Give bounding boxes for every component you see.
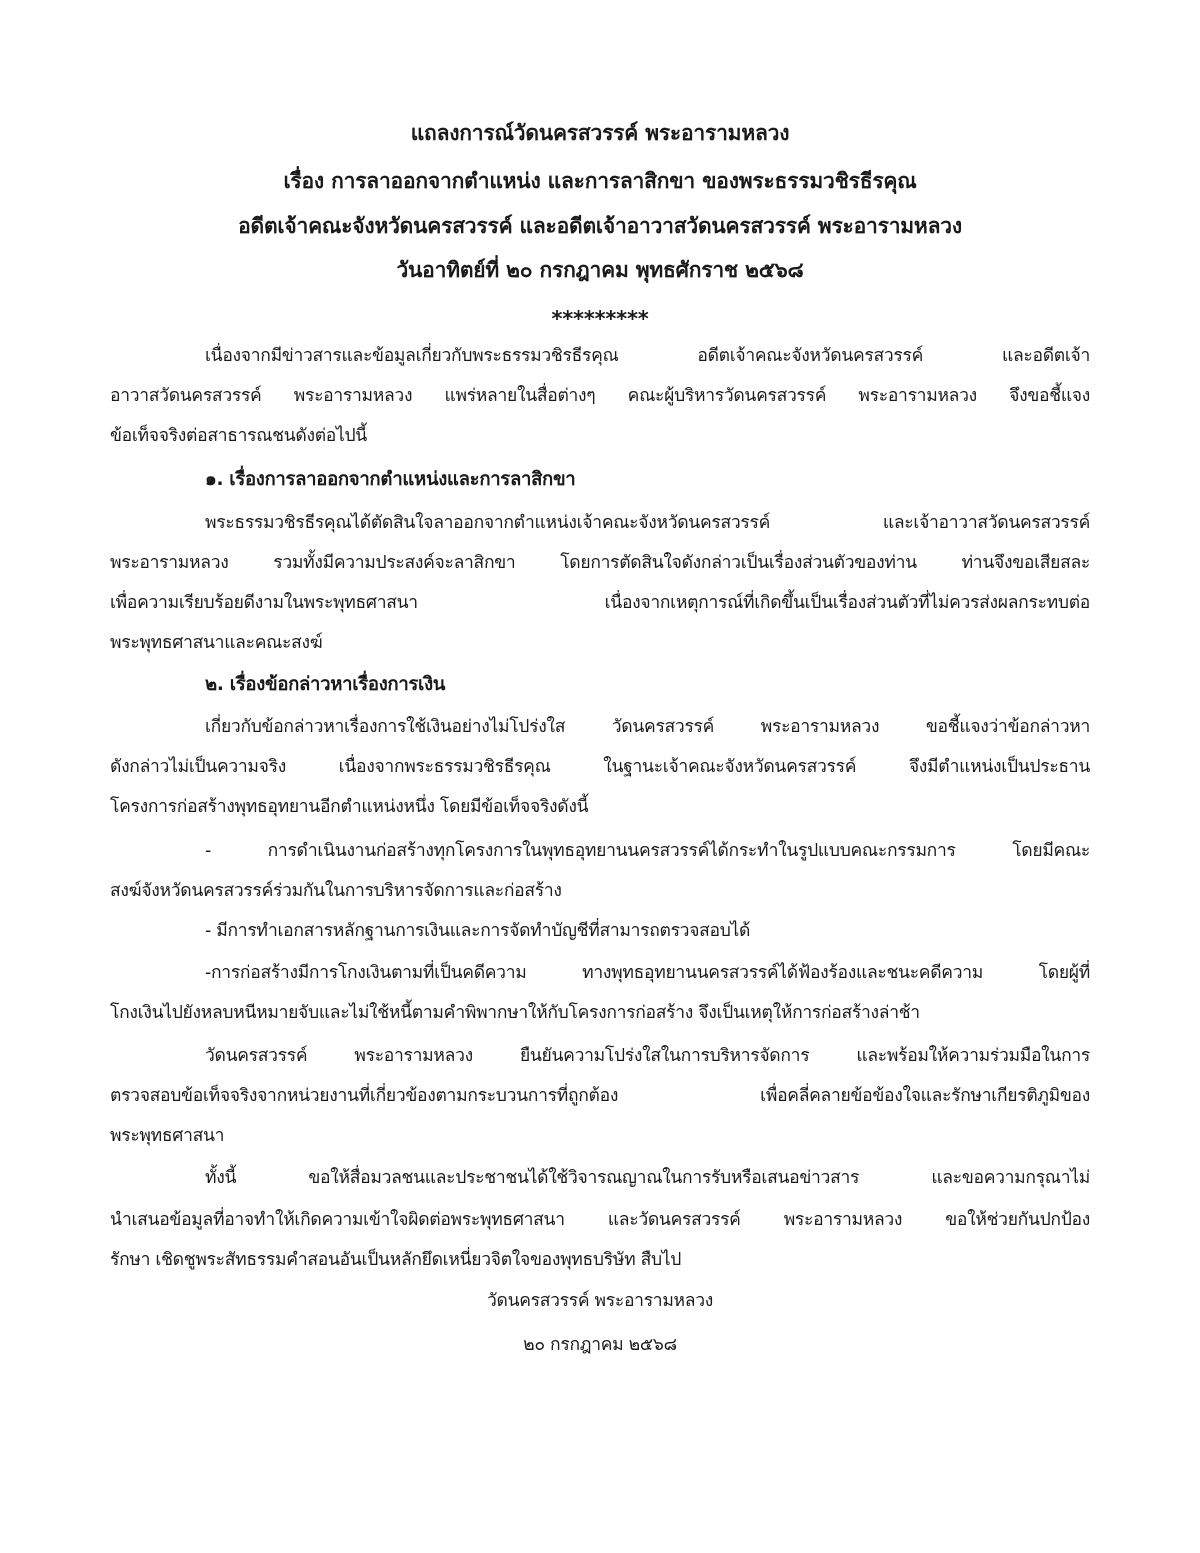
section1-line: พระธรรมวชิรธีรคุณได้ตัดสินใจลาออกจากตำแหน่งเจ้าคณะจังหวัดนครสวรรค์ และเจ้าอาวาสวัดนครสวรรค์ — [205, 513, 1090, 533]
signature-date: ๒๐ กรกฎาคม ๒๕๖๘ — [523, 1335, 677, 1355]
closing-line: นำเสนอข้อมูลที่อาจทำให้เกิดความเข้าใจผิดต่อพระพุทธศาสนา และวัดนครสวรรค์ พระอารามหลวง ขอให้ช่วยกันปกป้อง — [110, 1210, 1090, 1230]
bullet-item: - การดำเนินงานก่อสร้างทุกโครงการในพุทธอุทยานนครสวรรค์ได้กระทำในรูปแบบคณะกรรมการ โดยมีคณะ — [205, 841, 1090, 861]
section2-heading: ๒. เรื่องข้อกล่าวหาเรื่องการเงิน — [205, 674, 446, 695]
bullet-item: -การก่อสร้างมีการโกงเงินตามที่เป็นคดีความ ทางพุทธอุทยานนครสวรรค์ได้ฟ้องร้องและชนะคดีความ โดยผู้ที่ — [205, 963, 1090, 983]
closing-line: พระพุทธศาสนา — [110, 1126, 225, 1146]
bullet-item: - มีการทำเอกสารหลักฐานการเงินและการจัดทำบัญชีที่สามารถตรวจสอบได้ — [205, 921, 751, 941]
section1-heading: ๑. เรื่องการลาออกจากตำแหน่งและการลาสิกขา — [205, 469, 576, 490]
signature-name: วัดนครสวรรค์ พระอารามหลวง — [486, 1291, 713, 1311]
document-title: แถลงการณ์วัดนครสวรรค์ พระอารามหลวง — [410, 121, 790, 145]
document-subject-cont: อดีตเจ้าคณะจังหวัดนครสวรรค์ และอดีตเจ้าอาวาสวัดนครสวรรค์ พระอารามหลวง — [238, 214, 962, 238]
separator: ********* — [551, 307, 649, 331]
bullet-item-cont: สงฆ์จังหวัดนครสวรรค์ร่วมกันในการบริหารจัดการและก่อสร้าง — [110, 881, 562, 901]
closing-line: ทั้งนี้ ขอให้สื่อมวลชนและประชาชนได้ใช้วิจารณญาณในการรับหรือเสนอข่าวสาร และขอความกรุณาไม่ — [205, 1168, 1090, 1188]
section2-line: โครงการก่อสร้างพุทธอุทยานอีกตำแหน่งหนึ่ง โดยมีข้อเท็จจริงดังนี้ — [110, 797, 589, 817]
bullet-item-cont: โกงเงินไปยังหลบหนีหมายจับและไม่ใช้หนี้ตามคำพิพากษาให้กับโครงการก่อสร้าง จึงเป็นเหตุให้การก่อสร้างล่าช้า — [110, 1003, 920, 1023]
intro-line: ข้อเท็จจริงต่อสาธารณชนดังต่อไปนี้ — [110, 426, 367, 446]
section1-line: เพื่อความเรียบร้อยดีงามในพระพุทธศาสนา เนื่องจากเหตุการณ์ที่เกิดขึ้นเป็นเรื่องส่วนตัวที่ไม่ควรส่งผลกระทบต่อ — [110, 593, 1090, 613]
closing-line: วัดนครสวรรค์ พระอารามหลวง ยืนยันความโปร่งใสในการบริหารจัดการ และพร้อมให้ความร่วมมือในการ — [205, 1046, 1090, 1066]
intro-line: อาวาสวัดนครสวรรค์ พระอารามหลวง แพร่หลายในสื่อต่างๆ คณะผู้บริหารวัดนครสวรรค์ พระอารามหลวง จึงขอชี้แจง — [110, 386, 1090, 406]
document-subject: เรื่อง การลาออกจากตำแหน่ง และการลาสิกขา ของพระธรรมวชิรธีรคุณ — [283, 169, 917, 193]
closing-line: ตรวจสอบข้อเท็จจริงจากหน่วยงานที่เกี่ยวข้องตามกระบวนการที่ถูกต้อง เพื่อคลี่คลายข้อข้องใจและรักษาเกียรติภูมิของ — [110, 1086, 1090, 1106]
closing-line: รักษา เชิดชูพระสัทธรรมคำสอนอันเป็นหลักยึดเหนี่ยวจิตใจของพุทธบริษัท สืบไป — [110, 1250, 682, 1270]
document-date: วันอาทิตย์ที่ ๒๐ กรกฎาคม พุทธศักราช ๒๕๖๘ — [396, 258, 804, 282]
intro-line: เนื่องจากมีข่าวสารและข้อมูลเกี่ยวกับพระธรรมวชิรธีรคุณ อดีตเจ้าคณะจังหวัดนครสวรรค์ และอดีตเจ้า — [205, 346, 1090, 366]
section1-line: พระอารามหลวง รวมทั้งมีความประสงค์จะลาสิกขา โดยการตัดสินใจดังกล่าวเป็นเรื่องส่วนตัวของท่าน ท่านจึงขอเสียสละ — [110, 553, 1090, 573]
section2-line: ดังกล่าวไม่เป็นความจริง เนื่องจากพระธรรมวชิรธีรคุณ ในฐานะเจ้าคณะจังหวัดนครสวรรค์ จึงมีตำแหน่งเป็นประธาน — [110, 757, 1090, 777]
section2-line: เกี่ยวกับข้อกล่าวหาเรื่องการใช้เงินอย่างไม่โปร่งใส วัดนครสวรรค์ พระอารามหลวง ขอชี้แจงว่าข้อกล่าวหา — [205, 717, 1090, 737]
section1-line: พระพุทธศาสนาและคณะสงฆ์ — [110, 633, 323, 653]
